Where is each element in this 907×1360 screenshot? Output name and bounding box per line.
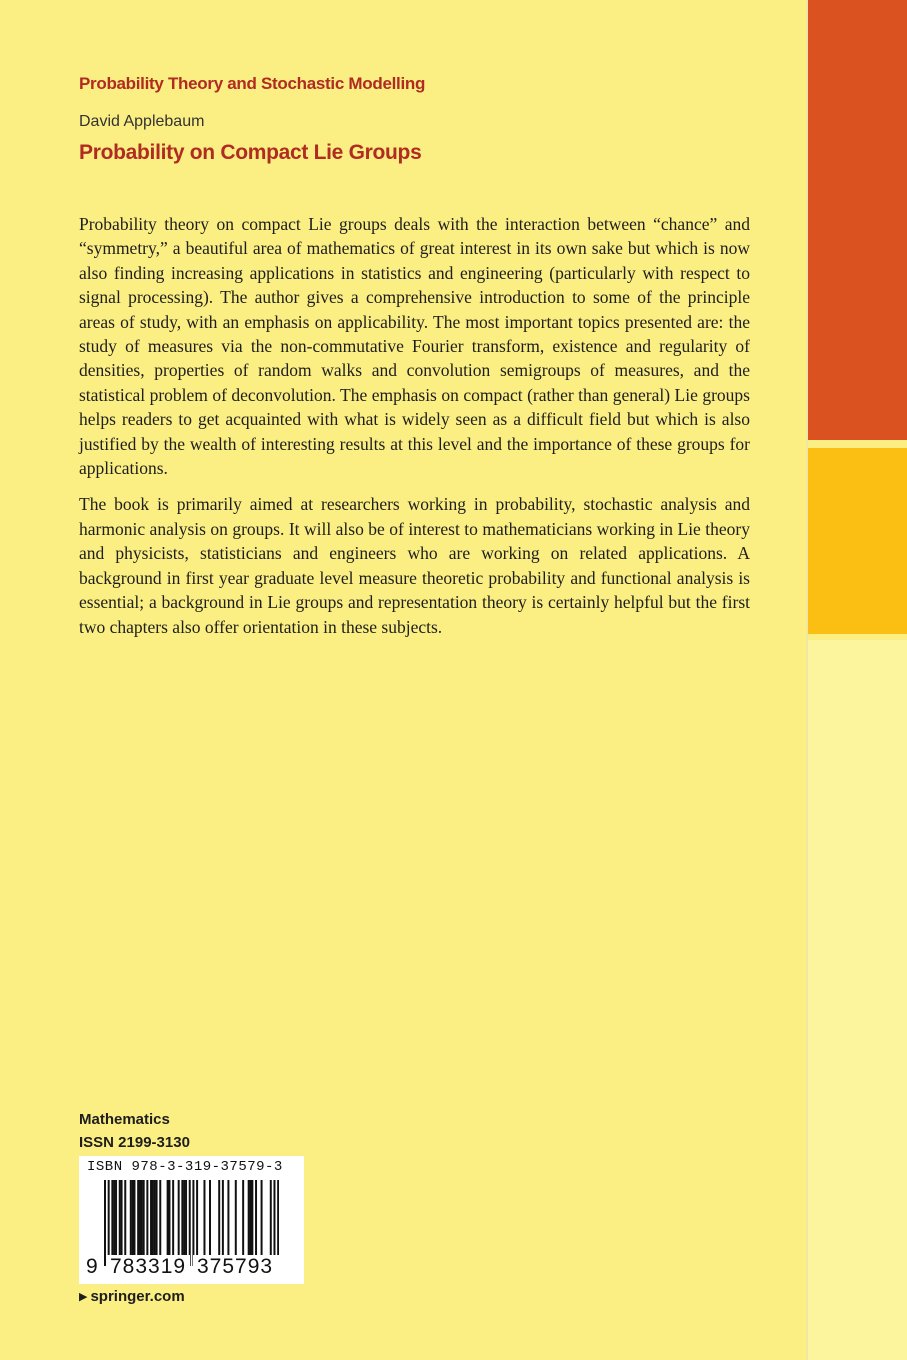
barcode-bar [139,1180,141,1256]
barcode-bar [209,1180,211,1256]
barcode-bar [192,1180,194,1266]
barcode-bar [178,1180,180,1256]
color-strip-bottom [808,640,907,1360]
barcode-bar [185,1180,187,1256]
barcode-bar [270,1180,272,1256]
barcode-bar [137,1180,139,1256]
barcode-bar [250,1180,252,1256]
description-paragraph-1: Probability theory on compact Lie groups deals with the interaction between “chance” and “symmetry,” a beautiful area of mathematics of great interest in its own sake but which is now also finding increasing applications in statistics and engineering (particularly with respect to signal processing). The author gives a comprehensive introduction to some of the principle areas of study, with an emphasis on applicability. The most important topics presented are: the study of measures via the non-commutative Fourier transform, existence and regularity of densities, properties of random walks and convolution semigroups of measures, and the statistical problem of deconvolution. The emphasis on compact (rather than general) Lie groups helps readers to get acquainted with what is widely seen as a difficult field but which is also justified by the wealth of interesting results at this level and the importance of these groups for applications. [79,214,750,479]
barcode-bar [203,1180,205,1256]
description [79,212,750,651]
barcode-bar [159,1180,161,1256]
barcode-bar [146,1180,148,1256]
barcode-bars [104,1180,279,1266]
barcode-bar [222,1180,224,1256]
ean-digits [81,1255,302,1283]
barcode-bar [108,1180,110,1266]
barcode-bar [172,1180,174,1256]
barcode-bar [111,1180,113,1256]
color-strip-top [808,0,907,440]
barcode-bar [104,1180,106,1266]
barcode-bar [251,1180,253,1256]
barcode-bar [121,1180,123,1256]
ean-group-2: 375793 [193,1255,279,1279]
color-strip-middle [808,448,907,634]
barcode-bar [119,1180,121,1256]
barcode-bar [133,1180,135,1256]
arrow-right-icon: ▶ [79,1291,88,1303]
barcode-bar [235,1180,237,1256]
issn-label: ISSN 2199-3130 [79,1134,190,1151]
barcode-bar [218,1180,220,1256]
barcode-bar [277,1180,279,1266]
publisher-link-text: springer.com [90,1288,185,1305]
barcode-bar [167,1180,169,1256]
series-title: Probability Theory and Stochastic Modelling [79,74,426,93]
barcode-bar [183,1180,185,1256]
barcode-bar [124,1180,126,1256]
barcode-bar [156,1180,158,1256]
barcode-bar [242,1180,244,1256]
isbn-label: ISBN 978-3-319-37579-3 [87,1159,283,1175]
isbn-barcode [79,1156,304,1284]
barcode-bar [143,1180,145,1256]
barcode-bar [152,1180,154,1256]
barcode-bar [115,1180,117,1256]
author-name: David Applebaum [79,113,205,130]
publisher-link[interactable] [79,1288,185,1305]
barcode-bar [181,1180,183,1256]
book-title: Probability on Compact Lie Groups [79,141,422,164]
barcode-bar [196,1180,198,1256]
description-paragraph-2: The book is primarily aimed at researchers working in probability, stochastic analysis and harmonic analysis on groups. It will also be of interest to mathematicians working in Lie theory and physicists, statisticians and engineers who are working on related applications. A background in first year graduate level measure theoretic probability and functional analysis is essential; a background in Lie groups and representation theory is certainly helpful but the first two chapters also offer orientation in these subjects. [79,494,750,637]
barcode-bar [168,1180,170,1256]
barcode-bar [130,1180,132,1256]
ean-first-digit: 9 [86,1255,98,1278]
barcode-bar [248,1180,250,1256]
barcode-bar [154,1180,156,1256]
barcode-bar [141,1180,143,1256]
barcode-bar [132,1180,134,1256]
subject-label: Mathematics [79,1111,170,1128]
ean-group-1: 783319 [106,1255,190,1279]
barcode-bar [227,1180,229,1256]
barcode-bar [261,1180,263,1256]
barcode-bar [255,1180,257,1256]
barcode-bar [273,1180,275,1266]
barcode-bar [150,1180,152,1256]
barcode-bar [113,1180,115,1256]
barcode-bar [189,1180,191,1266]
